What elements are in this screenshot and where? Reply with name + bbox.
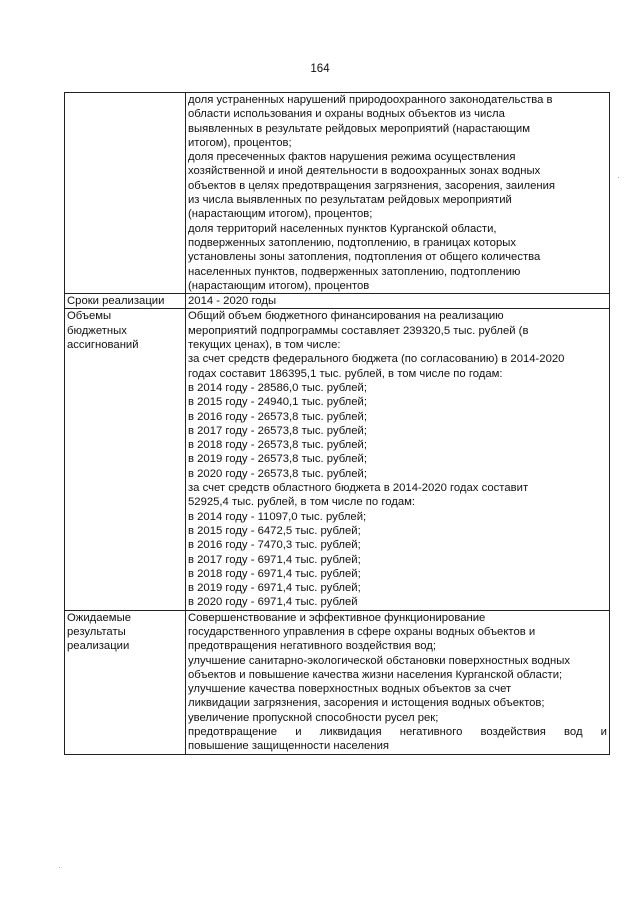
row-label-line: Ожидаемые <box>67 611 131 624</box>
row-content-line: в 2014 году - 11097,0 тыс. рублей; <box>188 510 367 523</box>
row-label-line: ассигнований <box>67 339 139 352</box>
row-content-line: установлены зоны затопления, подтопления от общего количества <box>188 251 541 264</box>
row-content-line: государственного управления в сфере охраны водных объектов и <box>188 625 536 638</box>
row-content-line: 52925,4 тыс. рублей, в том числе по годам: <box>188 496 416 509</box>
scan-artifact: · <box>58 862 61 872</box>
row-content-line: за счет средств федерального бюджета (по согласованию) в 2014-2020 <box>188 353 565 366</box>
row-label-cell <box>65 610 186 754</box>
row-content-line: в 2017 году - 26573,8 тыс. рублей; <box>188 424 368 437</box>
row-content-cell <box>186 309 610 610</box>
passport-table <box>64 92 610 755</box>
row-content-cell <box>186 294 610 309</box>
row-content-line: улучшение качества поверхностных водных объектов за счет <box>188 683 512 696</box>
row-label-line: бюджетных <box>67 324 127 337</box>
row-content-line: хозяйственной и иной деятельности в водоохранных зонах водных <box>188 165 541 178</box>
row-content-line: повышение защищенности населения <box>188 740 390 753</box>
row-label-line: Сроки реализации <box>67 295 165 308</box>
row-content-line: в 2017 году - 6971,4 тыс. рублей; <box>188 553 361 566</box>
row-content-line: (нарастающим итогом), процентов; <box>188 208 373 221</box>
row-content-line: в 2015 году - 24940,1 тыс. рублей; <box>188 396 368 409</box>
row-content-line: итогом), процентов; <box>188 136 292 149</box>
row-content-line: годах составит 186395,1 тыс. рублей, в том числе по годам: <box>188 367 503 380</box>
row-label-line: результаты <box>67 625 126 638</box>
row-content-line: объектов и повышение качества жизни населения Курганской области; <box>188 668 563 681</box>
row-content-line: в 2015 году - 6472,5 тыс. рублей; <box>188 524 361 537</box>
row-content-line: в 2014 году - 28586,0 тыс. рублей; <box>188 381 368 394</box>
row-content-line: в 2020 году - 6971,4 тыс. рублей <box>188 596 358 609</box>
row-content-line: в 2019 году - 6971,4 тыс. рублей; <box>188 582 361 595</box>
row-content-cell <box>186 93 610 294</box>
row-content-line: доля пресеченных фактов нарушения режима осуществления <box>188 151 516 164</box>
row-content-line: в 2018 году - 6971,4 тыс. рублей; <box>188 567 361 580</box>
row-label-line: реализации <box>67 640 130 653</box>
row-content-line: в 2020 году - 26573,8 тыс. рублей; <box>188 467 368 480</box>
row-content-line: ликвидации загрязнения, засорения и истощения водных объектов; <box>188 697 545 710</box>
row-content-line: подверженных затоплению, подтоплению, в границах которых <box>188 236 517 249</box>
row-label-line: Объемы <box>67 310 112 323</box>
row-content-line: доля устраненных нарушений природоохранного законодательства в <box>188 94 553 106</box>
row-content-line: текущих ценах), в том числе: <box>188 339 341 352</box>
page-number: 164 <box>310 63 330 75</box>
row-label-cell <box>65 309 186 610</box>
row-label-cell <box>65 93 186 294</box>
table-body <box>65 93 610 755</box>
row-content-line: улучшение санитарно-экологической обстановки поверхностных водных <box>188 654 571 667</box>
row-content-line: мероприятий подпрограммы составляет 239320,5 тыс. рублей (в <box>188 324 529 337</box>
table-row <box>65 93 610 294</box>
row-content-line: в 2016 году - 7470,3 тыс. рублей; <box>188 539 361 552</box>
row-content-line: предотвращение и ликвидация негативного воздействия вод и <box>188 726 607 739</box>
row-content-line: объектов в целях предотвращения загрязнения, засорения, заиления <box>188 179 556 192</box>
row-label-cell <box>65 294 186 309</box>
row-content-line: населенных пунктов, подверженных затоплению, подтоплению <box>188 265 521 278</box>
row-content-line: в 2016 году - 26573,8 тыс. рублей; <box>188 410 368 423</box>
row-content-line: Общий объем бюджетного финансирования на реализацию <box>188 310 504 323</box>
row-content-line: области использования и охраны водных объектов из числа <box>188 108 505 121</box>
row-content-line: (нарастающим итогом), процентов <box>188 279 370 292</box>
table-row <box>65 610 610 754</box>
row-content-line: за счет средств областного бюджета в 2014-2020 годах составит <box>188 482 529 495</box>
table-row <box>65 294 610 309</box>
row-content-line: увеличение пропускной способности русел рек; <box>188 711 439 724</box>
row-content-cell <box>186 610 610 754</box>
scan-artifact: · <box>617 172 620 182</box>
row-content-line: в 2018 году - 26573,8 тыс. рублей; <box>188 439 368 452</box>
row-content-line: 2014 - 2020 годы <box>188 295 277 308</box>
table-row <box>65 309 610 610</box>
row-content-line: доля территорий населенных пунктов Курганской области, <box>188 222 497 235</box>
row-content-line: Совершенствование и эффективное функционирование <box>188 611 486 624</box>
row-content-line: в 2019 году - 26573,8 тыс. рублей; <box>188 453 368 466</box>
row-content-line: из числа выявленных по результатам рейдовых мероприятий <box>188 194 512 207</box>
row-content-line: предотвращения негативного воздействия вод; <box>188 640 436 653</box>
row-content-line: выявленных в результате рейдовых мероприятий (нарастающим <box>188 122 531 135</box>
